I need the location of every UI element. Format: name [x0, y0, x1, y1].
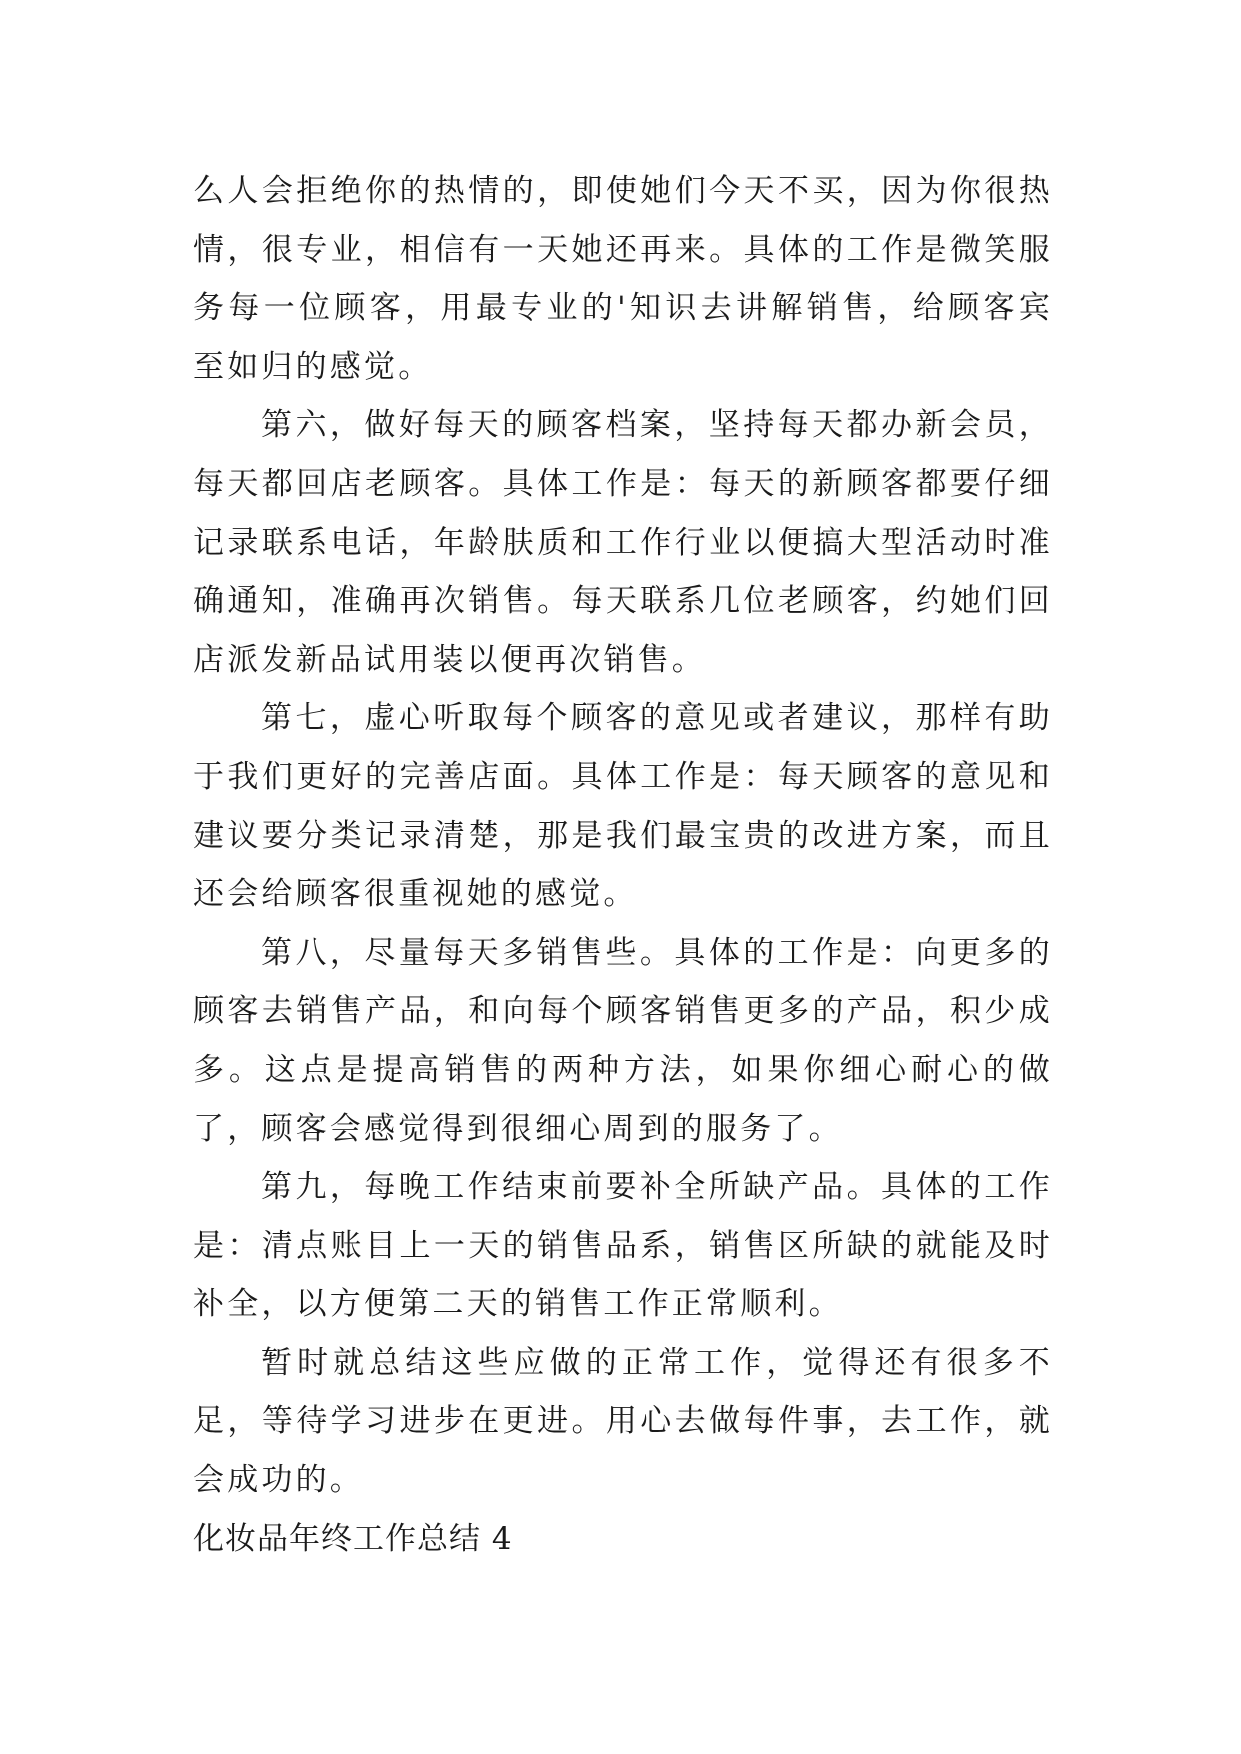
- document-body: [193, 162, 1053, 1568]
- paragraph-continued: 么人会拒绝你的热情的，即使她们今天不买，因为你很热情，很专业，相信有一天她还再来。具体的工作是微笑服务每一位顾客，用最专业的'知识去讲解销售，给顾客宾至如归的感觉。: [193, 173, 1053, 385]
- paragraph-ninth: 第九，每晚工作结束前要补全所缺产品。具体的工作是：清点账目上一天的销售品系，销售区所缺的就能及时补全，以方便第二天的销售工作正常顺利。: [193, 1169, 1053, 1323]
- paragraph-sixth: 第六，做好每天的顾客档案，坚持每天都办新会员，每天都回店老顾客。具体工作是：每天的新顾客都要仔细记录联系电话，年龄肤质和工作行业以便搞大型活动时准确通知，准确再次销售。每天联系几位老顾客，约她们回店派发新品试用装以便再次销售。: [193, 407, 1053, 678]
- paragraph-seventh: 第七，虚心听取每个顾客的意见或者建议，那样有助于我们更好的完善店面。具体工作是：每天顾客的意见和建议要分类记录清楚，那是我们最宝贵的改进方案，而且还会给顾客很重视她的感觉。: [193, 700, 1053, 913]
- section-heading: 化妆品年终工作总结 4: [193, 1520, 513, 1557]
- paragraph-eighth: 第八，尽量每天多销售些。具体的工作是：向更多的顾客去销售产品，和向每个顾客销售更多的产品，积少成多。这点是提高销售的两种方法，如果你细心耐心的做了，顾客会感觉得到很细心周到的服务了。: [193, 934, 1053, 1147]
- paragraph-summary: 暂时就总结这些应做的正常工作，觉得还有很多不足，等待学习进步在更进。用心去做每件事，去工作，就会成功的。: [193, 1344, 1053, 1499]
